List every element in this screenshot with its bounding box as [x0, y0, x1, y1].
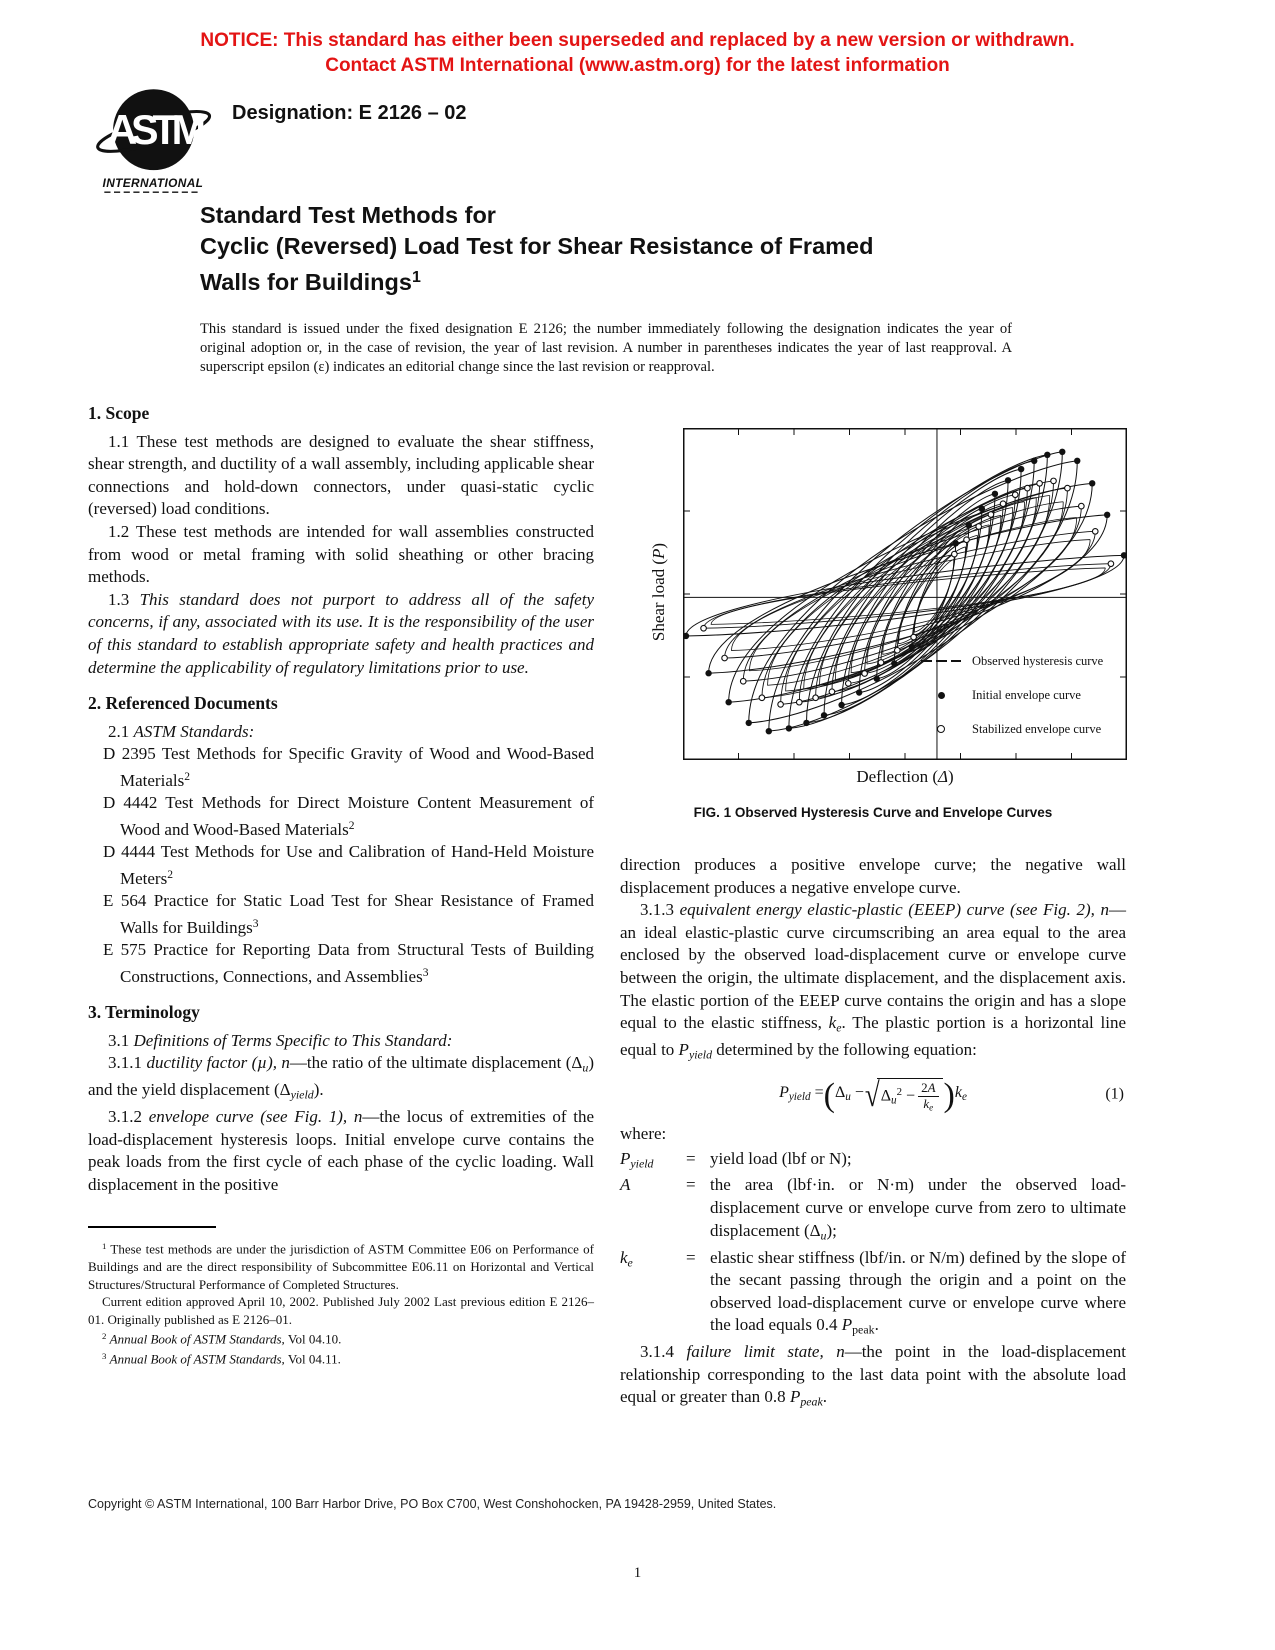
section-heading-terminology: 3. Terminology: [88, 1002, 200, 1023]
equation-pre-radical: Δu −: [834, 1084, 864, 1104]
standard-title: [200, 200, 1040, 298]
left-column: [88, 402, 594, 1368]
equals-sign: =: [686, 1247, 696, 1267]
radical-sign: √: [864, 1076, 880, 1114]
equals-sign: =: [686, 1148, 696, 1168]
right-column: [620, 402, 1126, 1413]
definition: yield load (lbf or N);: [710, 1148, 852, 1168]
legend-row-stabilized: [918, 712, 1103, 746]
page-number: 1: [633, 1565, 642, 1581]
reference-item: E 575 Practice for Reporting Data from Structural Tests of Building Constructions, Connections, and Assemblies$^3$: [103, 940, 594, 986]
x-axis-label: Deflection (Δ): [856, 767, 954, 786]
reference-item: D 4442 Test Methods for Direct Moisture Content Measurement of Wood and Wood-Based Materials$^2$: [103, 793, 594, 839]
where-row-area: [620, 1174, 1126, 1246]
figure-caption: FIG. 1 Observed Hysteresis Curve and Envelope Curves: [693, 805, 1053, 820]
footnote-edition: Current edition approved April 10, 2002. Published July 2002 Last previous edition E 2126–01. Originally published as E 2126–01.: [88, 1294, 594, 1327]
notice-line-1: NOTICE: This standard has either been superseded and replaced by a new version or withdrawn.: [200, 30, 1075, 51]
astm-globe-icon: [92, 78, 224, 206]
open-dot-icon: [937, 725, 945, 733]
legend-label: Initial envelope curve: [972, 687, 1081, 702]
reference-item: D 4444 Test Methods for Use and Calibration of Hand-Held Moisture Meters$^2$: [103, 842, 594, 888]
where-list: [620, 1148, 1126, 1342]
footnote-divider: [88, 1226, 216, 1228]
figure-1: [620, 402, 1126, 854]
definition: the area (lbf·in. or N·m) under the observed load-displacement curve or envelope curve from zero to ultimate displacement (Δu);: [710, 1175, 1126, 1242]
plot-legend: [918, 644, 1103, 746]
definition: elastic shear stiffness (lbf/in. or N/m) defined by the slope of the secant passing through the origin and a point on the observed load-displacement curve or envelope curve where the load equals 0.4 Ppeak.: [710, 1247, 1126, 1337]
legend-line-swatch: [918, 660, 964, 662]
paragraph-1-1: 1.1 These test methods are designed to evaluate the shear stiffness, shear strength, and ductility of a wall assembly, including applicable shear connections and hold-down connectors, under quasi-static cyclic (reversed) load conditions.: [88, 431, 594, 519]
logo-international-label: INTERNATIONAL: [102, 175, 204, 190]
footnote-2: $^2$ Annual Book of ASTM Standards, Vol 04.10.: [102, 1331, 342, 1347]
equals-sign: =: [686, 1175, 696, 1195]
stabilized-envelope-marker: [918, 725, 964, 733]
filled-dot-icon: [938, 692, 945, 699]
radical: [865, 1078, 943, 1113]
notice-line-2: Contact ASTM International (www.astm.org) for the latest information: [325, 55, 950, 76]
radicand: [877, 1078, 943, 1113]
paragraph-3-1-4: 3.1.4 failure limit state, n—the point in the load-displacement relationship corresponding to the last data point with the absolute load equal or greater than 0.8 Ppeak.: [620, 1342, 1126, 1409]
legend-label: Stabilized envelope curve: [972, 721, 1102, 736]
supersession-notice: [0, 28, 1275, 78]
y-axis-label: Shear load (P): [649, 542, 668, 642]
initial-envelope-marker: [918, 692, 964, 699]
legend-row-initial: [918, 678, 1103, 712]
title-line-2: Cyclic (Reversed) Load Test for Shear Resistance of Framed: [200, 233, 874, 259]
equation-lhs: Pyield =: [779, 1084, 824, 1104]
fraction-denominator: ke: [923, 1095, 934, 1113]
open-paren: (: [823, 1077, 835, 1115]
close-paren: ): [943, 1077, 955, 1115]
title-line-3: Walls for Buildings$^1$: [200, 268, 421, 295]
reference-item: E 564 Practice for Static Load Test for Shear Resistance of Framed Walls for Buildings$^3$: [103, 891, 594, 937]
symbol: A: [620, 1175, 631, 1195]
designation: Designation: E 2126 – 02: [232, 102, 467, 124]
section-heading-references: 2. Referenced Documents: [88, 693, 278, 714]
fraction-numerator: 2A: [918, 1081, 938, 1097]
paragraph-3-1-1: 3.1.1 ductility factor (µ), n—the ratio of the ultimate displacement (Δu) and the yield displacement (Δyield).: [88, 1053, 594, 1102]
where-label: where:: [620, 1123, 667, 1143]
equation-tail: ke: [954, 1084, 967, 1104]
paragraph-2-1: 2.1 ASTM Standards:: [108, 721, 255, 741]
where-row-pyield: [620, 1148, 1126, 1175]
paragraph-3-1-2: 3.1.2 envelope curve (see Fig. 1), n—the locus of extremities of the load-displacement hysteresis loops. Initial envelope curve contains the peak loads from the first cycle of each phase of the cyclic loading. Wall displacement in the positive: [88, 1107, 595, 1194]
copyright-line: Copyright © ASTM International, 100 Barr Harbor Drive, PO Box C700, West Conshohocken, PA 19428-2959, United States.: [88, 1497, 777, 1511]
section-heading-scope: 1. Scope: [88, 403, 150, 423]
reference-item: D 2395 Test Methods for Specific Gravity of Wood and Wood-Based Materials$^2$: [103, 744, 594, 790]
equation-number: (1): [1105, 1086, 1124, 1104]
footnotes-block: [88, 1226, 594, 1368]
legend-row-observed: [918, 644, 1103, 678]
title-line-1: Standard Test Methods for: [200, 202, 496, 228]
astm-logo-icon: [92, 78, 224, 206]
paragraph-3-1-3: 3.1.3 equivalent energy elastic-plastic (EEEP) curve (see Fig. 2), n—an ideal elastic-plastic curve circumscribing an area equal to the area enclosed by the observed load-displacement curve or envelope curve between the origin, the ultimate displacement, and the displacement axis. The elastic portion of the EEEP curve contains the origin and has a slope equal to the elastic stiffness, ke. The plastic portion is a horizontal line equal to Pyield determined by the following equation:: [620, 900, 1126, 1062]
equation-1: [620, 1078, 1126, 1113]
footnote-3: $^3$ Annual Book of ASTM Standards, Vol 04.11.: [102, 1351, 341, 1367]
footnote-1: $^1$ These test methods are under the jurisdiction of ASTM Committee E06 on Performance of Buildings and are the direct responsibility of Subcommittee E06.11 on Horizontal and Vertical Structures/Structural Performance of Completed Structures.: [88, 1241, 594, 1292]
svg-text:ASTM: ASTM: [107, 106, 200, 153]
issuing-statement: This standard is issued under the fixed designation E 2126; the number immediately following the designation indicates the year of original adoption or, in the case of revision, the year of last revision. A number in parentheses indicates the year of last reapproval. A superscript epsilon (ε) indicates an editorial change since the last revision or reapproval.: [200, 321, 1012, 375]
where-row-ke: [620, 1247, 1126, 1342]
paragraph-3-1-2-continued: direction produces a positive envelope curve; the negative wall displacement produces a negative envelope curve.: [620, 855, 1126, 897]
fraction: [918, 1081, 938, 1113]
legend-label: Observed hysteresis curve: [972, 653, 1104, 668]
symbol: ke: [620, 1247, 633, 1269]
line-swatch-icon: [921, 660, 961, 662]
paragraph-1-2: 1.2 These test methods are intended for wall assemblies constructed from wood or metal framing with solid sheathing or other bracing methods.: [88, 521, 594, 587]
symbol: Pyield: [620, 1148, 654, 1170]
radicand-terms: $\Delta u^2$ −: [880, 1086, 916, 1107]
paragraph-3-1: 3.1 Definitions of Terms Specific to This Standard:: [108, 1030, 453, 1050]
paragraph-1-3: 1.3 This standard does not purport to address all of the safety concerns, if any, associated with its use. It is the responsibility of the user of this standard to establish appropriate safety and health practices and determine the applicability of regulatory limitations prior to use.: [88, 589, 594, 677]
